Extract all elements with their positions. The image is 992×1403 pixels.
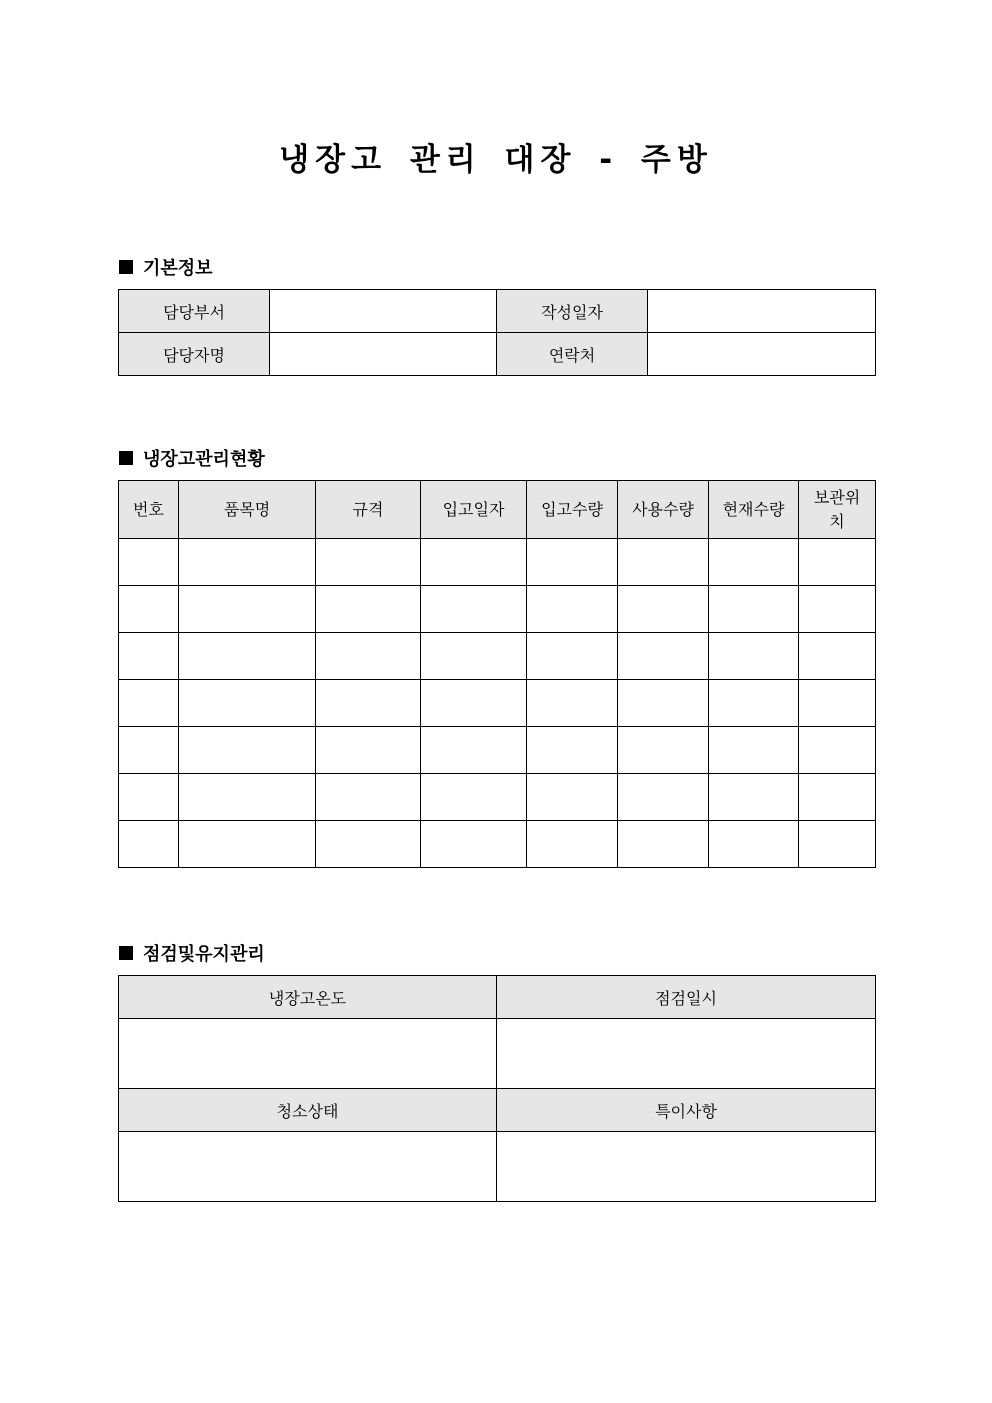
table-cell[interactable]	[618, 539, 709, 586]
table-row	[119, 821, 876, 868]
status-table	[118, 480, 876, 868]
table-cell[interactable]	[421, 586, 527, 633]
check-table	[118, 975, 876, 1202]
column-header-no: 번호	[119, 481, 179, 539]
table-cell[interactable]	[709, 586, 799, 633]
table-cell[interactable]	[618, 727, 709, 774]
clean-field[interactable]	[119, 1132, 497, 1202]
table-cell[interactable]	[421, 774, 527, 821]
table-cell[interactable]	[527, 821, 618, 868]
table-row	[119, 727, 876, 774]
section-label: 기본정보	[143, 258, 213, 279]
square-bullet-icon	[119, 946, 133, 960]
table-header-row	[119, 976, 876, 1019]
table-cell[interactable]	[709, 680, 799, 727]
table-cell[interactable]	[799, 586, 876, 633]
table-cell[interactable]	[527, 727, 618, 774]
manager-label: 담당자명	[119, 333, 270, 376]
section-label: 냉장고관리현황	[143, 449, 265, 470]
table-cell[interactable]	[316, 727, 421, 774]
table-cell[interactable]	[179, 586, 316, 633]
column-header-used-qty: 사용수량	[618, 481, 709, 539]
section-label: 점검및유지관리	[143, 944, 265, 965]
column-header-current-qty: 현재수량	[709, 481, 799, 539]
document-title: 냉장고 관리 대장 - 주방	[279, 142, 713, 178]
table-cell[interactable]	[799, 539, 876, 586]
table-cell[interactable]	[421, 633, 527, 680]
table-cell[interactable]	[119, 727, 179, 774]
table-cell[interactable]	[179, 774, 316, 821]
table-cell[interactable]	[179, 680, 316, 727]
notes-label: 특이사항	[497, 1089, 876, 1132]
table-row	[119, 1132, 876, 1202]
square-bullet-icon	[119, 451, 133, 465]
table-cell[interactable]	[316, 821, 421, 868]
section-heading-basic-info	[119, 254, 213, 280]
square-bullet-icon	[119, 260, 133, 274]
table-cell[interactable]	[179, 727, 316, 774]
table-cell[interactable]	[119, 680, 179, 727]
table-cell[interactable]	[119, 633, 179, 680]
inspect-label: 점검일시	[497, 976, 876, 1019]
table-row	[119, 774, 876, 821]
table-cell[interactable]	[527, 633, 618, 680]
manager-field[interactable]	[270, 333, 497, 376]
table-cell[interactable]	[421, 727, 527, 774]
clean-label: 청소상태	[119, 1089, 497, 1132]
table-cell[interactable]	[709, 774, 799, 821]
table-header-row	[119, 1089, 876, 1132]
table-cell[interactable]	[799, 727, 876, 774]
table-row	[119, 1019, 876, 1089]
table-row	[119, 633, 876, 680]
table-cell[interactable]	[119, 821, 179, 868]
table-cell[interactable]	[119, 586, 179, 633]
table-cell[interactable]	[618, 821, 709, 868]
table-row	[119, 290, 876, 333]
table-cell[interactable]	[799, 680, 876, 727]
dept-label: 담당부서	[119, 290, 270, 333]
column-header-spec: 규격	[316, 481, 421, 539]
table-row	[119, 680, 876, 727]
table-cell[interactable]	[316, 539, 421, 586]
table-cell[interactable]	[316, 680, 421, 727]
table-cell[interactable]	[179, 821, 316, 868]
table-cell[interactable]	[119, 539, 179, 586]
table-cell[interactable]	[527, 680, 618, 727]
table-cell[interactable]	[179, 633, 316, 680]
section-heading-check	[119, 940, 265, 966]
date-label: 작성일자	[497, 290, 648, 333]
basic-info-table	[118, 289, 876, 376]
table-row	[119, 586, 876, 633]
table-cell[interactable]	[618, 633, 709, 680]
temp-field[interactable]	[119, 1019, 497, 1089]
table-cell[interactable]	[709, 633, 799, 680]
notes-field[interactable]	[497, 1132, 876, 1202]
table-row	[119, 539, 876, 586]
table-cell[interactable]	[119, 774, 179, 821]
column-header-in-qty: 입고수량	[527, 481, 618, 539]
table-cell[interactable]	[618, 680, 709, 727]
dept-field[interactable]	[270, 290, 497, 333]
table-cell[interactable]	[527, 539, 618, 586]
column-header-location: 보관위치	[799, 481, 876, 539]
temp-label: 냉장고온도	[119, 976, 497, 1019]
table-cell[interactable]	[421, 539, 527, 586]
table-cell[interactable]	[316, 586, 421, 633]
table-cell[interactable]	[618, 774, 709, 821]
table-cell[interactable]	[179, 539, 316, 586]
table-cell[interactable]	[709, 727, 799, 774]
table-cell[interactable]	[527, 774, 618, 821]
column-header-item: 품목명	[179, 481, 316, 539]
table-cell[interactable]	[316, 633, 421, 680]
table-cell[interactable]	[799, 633, 876, 680]
table-cell[interactable]	[316, 774, 421, 821]
table-header-row	[119, 481, 876, 539]
table-cell[interactable]	[618, 586, 709, 633]
status-table-body	[119, 539, 876, 868]
table-cell[interactable]	[527, 586, 618, 633]
table-cell[interactable]	[709, 539, 799, 586]
column-header-in-date: 입고일자	[421, 481, 527, 539]
contact-field[interactable]	[648, 333, 876, 376]
contact-label: 연락처	[497, 333, 648, 376]
table-cell[interactable]	[421, 821, 527, 868]
section-heading-status	[119, 445, 265, 471]
table-cell[interactable]	[799, 774, 876, 821]
table-cell[interactable]	[799, 821, 876, 868]
table-row	[119, 333, 876, 376]
inspect-field[interactable]	[497, 1019, 876, 1089]
date-field[interactable]	[648, 290, 876, 333]
table-cell[interactable]	[421, 680, 527, 727]
table-cell[interactable]	[709, 821, 799, 868]
